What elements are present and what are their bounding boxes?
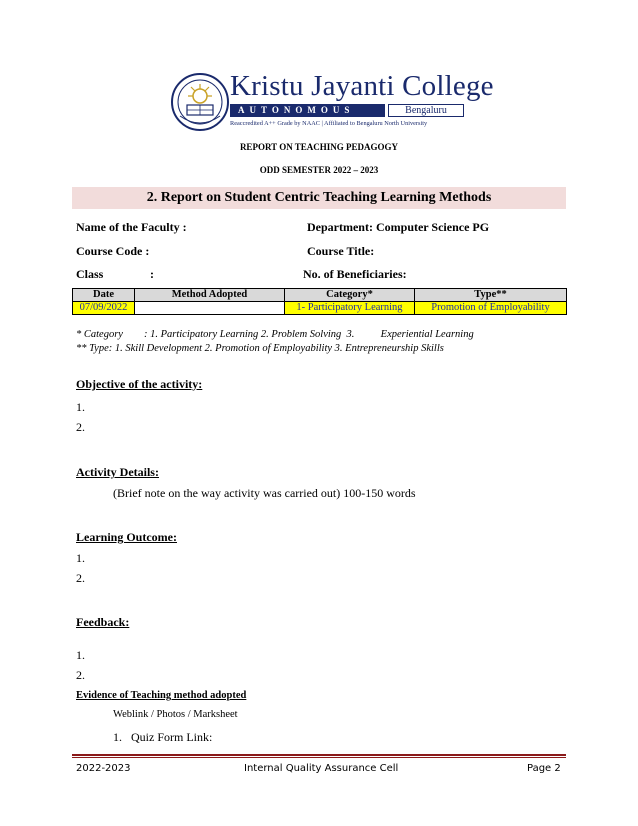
- report-title: REPORT ON TEACHING PEDAGOGY: [239, 142, 399, 152]
- table-header-category: Category*: [285, 289, 415, 302]
- type-note: ** Type: 1. Skill Development 2. Promotion of Employability 3. Entrepreneurship Skills: [76, 343, 444, 354]
- table-header-method: Method Adopted: [135, 289, 285, 302]
- activity-heading: Activity Details:: [76, 465, 159, 479]
- evidence-subtext: Weblink / Photos / Marksheet: [113, 709, 238, 720]
- accreditation-text: Reaccredited A++ Grade by NAAC | Affiliated to Bengaluru North University: [230, 120, 428, 127]
- objective-item-1: 1.: [76, 400, 85, 414]
- table-header-type: Type**: [415, 289, 567, 302]
- cell-date: 07/09/2022: [73, 302, 135, 315]
- beneficiaries-label: No. of Beneficiaries:: [303, 267, 407, 281]
- footer-divider: [72, 754, 566, 756]
- section-title: 2. Report on Student Centric Teaching Learning Methods: [72, 187, 566, 209]
- objective-heading: Objective of the activity:: [76, 377, 203, 391]
- table-header-row: [73, 289, 567, 302]
- city-label: Bengaluru: [388, 104, 464, 117]
- objective-item-2: 2.: [76, 420, 85, 434]
- outcome-item-2: 2.: [76, 571, 85, 585]
- evidence-list-number: 1.: [113, 730, 122, 744]
- evidence-heading: Evidence of Teaching method adopted: [76, 690, 247, 701]
- college-name: Kristu Jayanti College: [230, 70, 494, 102]
- footer-page-number: Page 2: [527, 763, 561, 774]
- college-crest-icon: [170, 72, 230, 134]
- footer-year: 2022-2023: [76, 763, 131, 774]
- outcome-item-1: 1.: [76, 551, 85, 565]
- quiz-form-link-label: Quiz Form Link:: [131, 730, 213, 744]
- course-title-label: Course Title:: [307, 244, 375, 258]
- class-label: Class: [76, 267, 104, 281]
- department-label: Department: Computer Science PG: [307, 220, 490, 234]
- autonomous-banner: AUTONOMOUS: [230, 104, 385, 117]
- feedback-item-1: 1.: [76, 648, 85, 662]
- feedback-heading: Feedback:: [76, 615, 130, 629]
- cell-method: [135, 302, 285, 315]
- class-colon: :: [150, 267, 154, 281]
- table-row: [73, 302, 567, 315]
- faculty-label: Name of the Faculty :: [76, 220, 187, 234]
- cell-category: 1- Participatory Learning: [285, 302, 415, 315]
- course-code-label: Course Code :: [76, 244, 150, 258]
- table-header-date: Date: [73, 289, 135, 302]
- feedback-item-2: 2.: [76, 668, 85, 682]
- footer-department: Internal Quality Assurance Cell: [244, 763, 399, 774]
- activity-text: (Brief note on the way activity was carried out) 100-150 words: [113, 486, 416, 500]
- semester-label: ODD SEMESTER 2022 – 2023: [259, 165, 379, 175]
- method-table: [72, 288, 567, 315]
- outcome-heading: Learning Outcome:: [76, 530, 177, 544]
- footer-divider-thin: [72, 757, 566, 758]
- cell-type: Promotion of Employability: [415, 302, 567, 315]
- category-note: * Category : 1. Participatory Learning 2. Problem Solving 3. Experiential Learning: [76, 329, 474, 340]
